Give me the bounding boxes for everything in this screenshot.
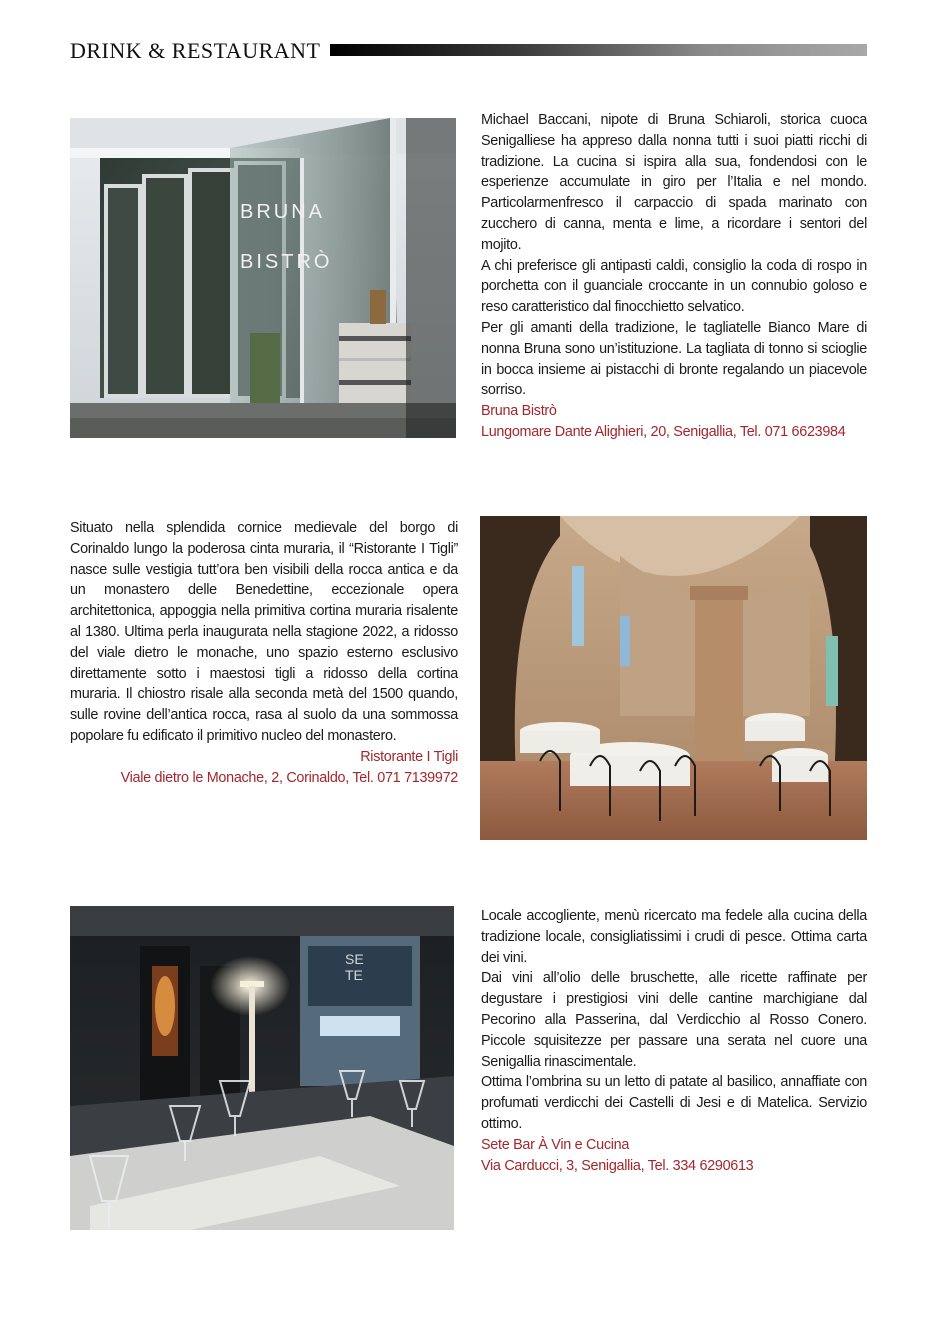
article-paragraph: Situato nella splendida cornice medievale del borgo di Corinaldo lungo la poderosa cinta muraria, il “Ristorante I Tigli” nasce sulle vestigia tutt’ora ben visibili della rocca antica e da un monastero delle Benedettine, eccezionale opera architettonica, appoggia nella primitiva cortina muraria risalente al 1380. Ultima perla inaugurata nella stagione 2022, a ridosso del viale dietro le monache, uno spazio esterno esclusivo direttamente sotto i maestosi tigli a ridosso della cortina muraria. Il chiostro risale alla seconda metà del 1500 quando, sulle rovine dell’antica rocca, rasa al suolo da una sommossa popolare fu edificato il primitivo nucleo del monastero. <box>70 520 458 744</box>
photo-signage-text: BISTRÒ <box>240 251 333 273</box>
restaurant-name: Sete Bar À Vin e Cucina <box>481 1136 630 1153</box>
restaurant-address: Via Carducci, 3, Senigallia, Tel. 334 6290613 <box>481 1157 754 1174</box>
article-paragraph: Michael Baccani, nipote di Bruna Schiaroli, storica cuoca Senigalliese ha appreso dalla nonna tutti i suoi piatti ricchi di tradizione. La cucina si ispira alla sua, fondendosi con le esperienze accumulate in giro per l’Italia e nel mondo. Particolarmenfresco il carpaccio di spada marinato con zucchero di canna, menta e lime, a ricordare i sentori del mojito. <box>481 112 867 253</box>
ristorante-i-tigli-article <box>70 518 458 788</box>
article-paragraph: Per gli amanti della tradizione, le tagliatelle Bianco Mare di nonna Bruna sono un’istituzione. La tagliata di tonno si scioglie in bocca insieme ai pistacchi di bronte regalando un piacevole sorriso. <box>481 319 867 399</box>
bruna-bistro-storefront-photo <box>70 118 456 438</box>
header-rule <box>330 44 867 56</box>
bruna-bistro-article <box>481 110 867 443</box>
ristorante-i-tigli-dining-room-photo <box>480 516 867 840</box>
restaurant-name: Ristorante I Tigli <box>360 748 458 765</box>
photo-signage-text: TE <box>345 967 363 983</box>
article-paragraph: A chi preferisce gli antipasti caldi, consiglio la coda di rospo in porchetta con il guanciale croccante in un connubio goloso e reso caratteristico dal finocchietto selvatico. <box>481 257 867 316</box>
sete-bar-interior-photo <box>70 906 454 1230</box>
restaurant-name: Bruna Bistrò <box>481 403 557 420</box>
section-title: DRINK & RESTAURANT <box>70 38 321 63</box>
article-paragraph: Ottima l’ombrina su un letto di patate al basilico, annaffiate con profumati verdicchi dei Castelli di Jesi e di Matelica. Servizio ottimo. <box>481 1074 867 1132</box>
photo-signage-text: SE <box>345 951 364 967</box>
sete-bar-article <box>481 906 867 1176</box>
photo-signage-text: BRUNA <box>240 201 326 223</box>
article-paragraph: Dai vini all’olio delle bruschette, alle ricette raffinate per degustare i prestigiosi vini delle cantine marchigiane dal Pecorino alla Passerina, dal Verdicchio al Rosso Conero. Piccole squisitezze per passare una serata nel cuore una Senigallia rinascimentale. <box>481 970 867 1070</box>
restaurant-address: Viale dietro le Monache, 2, Corinaldo, Tel. 071 7139972 <box>120 769 458 786</box>
article-paragraph: Locale accogliente, menù ricercato ma fedele alla cucina della tradizione locale, consigliatissimi i crudi di pesce. Ottima carta dei vini. <box>481 908 867 966</box>
restaurant-address: Lungomare Dante Alighieri, 20, Senigallia, Tel. 071 6623984 <box>481 423 846 440</box>
